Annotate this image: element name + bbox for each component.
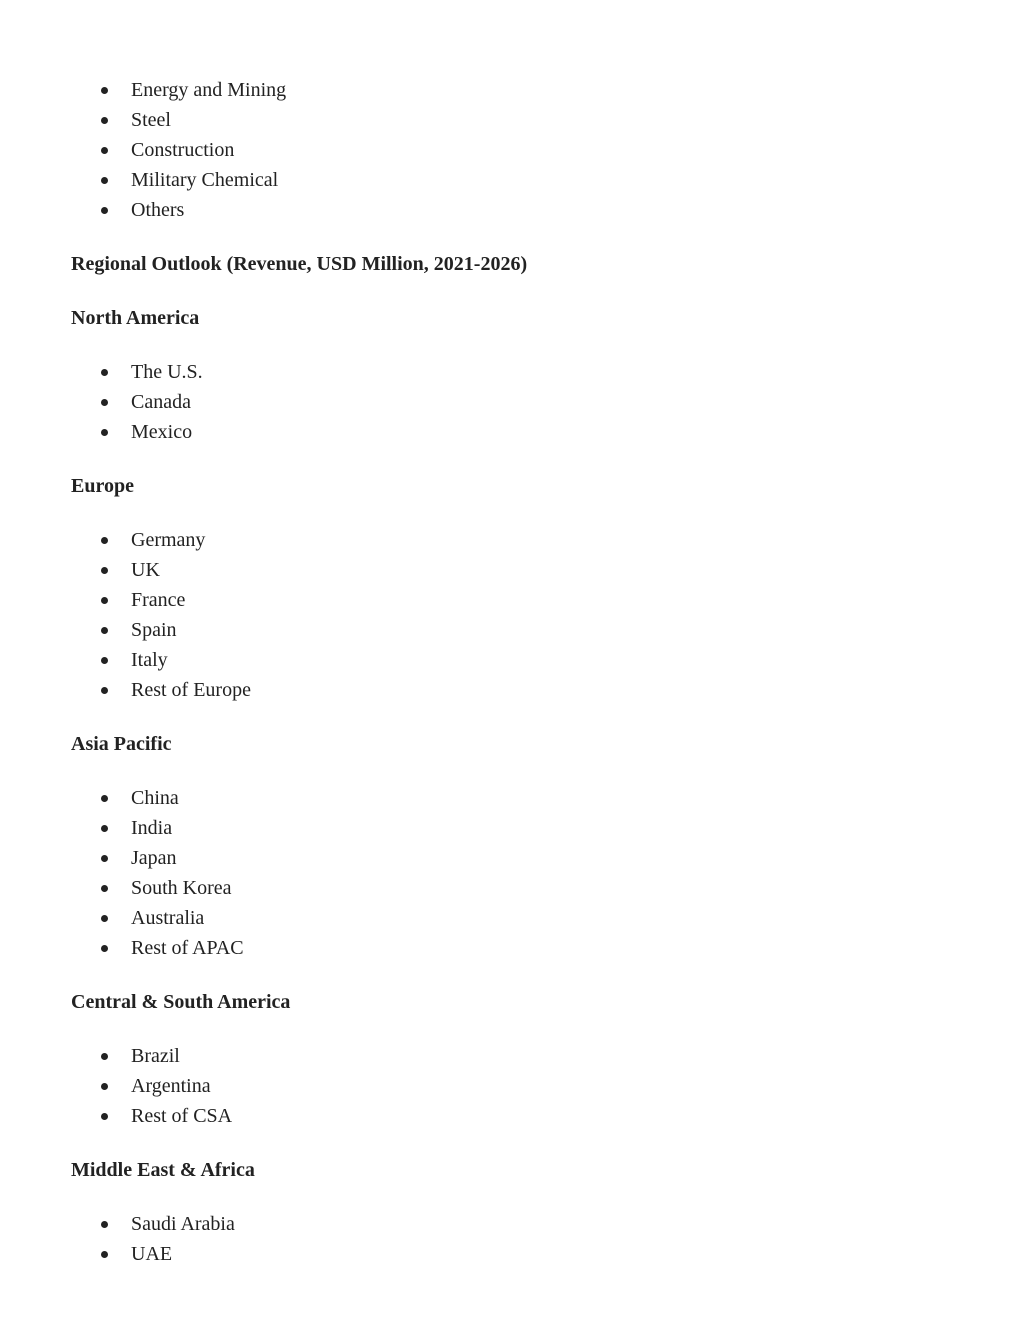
central-south-america-country-list (0, 1041, 232, 1131)
list-item: Military Chemical (0, 165, 286, 195)
north-america-country-list (0, 357, 203, 447)
list-item: Rest of APAC (0, 933, 244, 963)
bullet-icon (101, 177, 108, 184)
bullet-icon (101, 1083, 108, 1090)
list-item: Japan (0, 843, 244, 873)
bullet-icon (101, 597, 108, 604)
list-item: Rest of CSA (0, 1101, 232, 1131)
middle-east-africa-country-list (0, 1209, 235, 1269)
list-item: Rest of Europe (0, 675, 251, 705)
list-item: Argentina (0, 1071, 232, 1101)
bullet-icon (101, 855, 108, 862)
region-heading-central-south-america: Central & South America (71, 991, 291, 1013)
region-heading-asia-pacific: Asia Pacific (71, 733, 172, 755)
bullet-icon (101, 147, 108, 154)
bullet-icon (101, 567, 108, 574)
bullet-icon (101, 627, 108, 634)
list-item: China (0, 783, 244, 813)
bullet-icon (101, 207, 108, 214)
list-item: Others (0, 195, 286, 225)
list-item: South Korea (0, 873, 244, 903)
bullet-icon (101, 945, 108, 952)
list-item: Steel (0, 105, 286, 135)
bullet-icon (101, 1251, 108, 1258)
europe-country-list (0, 525, 251, 705)
list-item: Italy (0, 645, 251, 675)
list-item: UAE (0, 1239, 235, 1269)
list-item: Saudi Arabia (0, 1209, 235, 1239)
bullet-icon (101, 1053, 108, 1060)
bullet-icon (101, 1113, 108, 1120)
list-item: Germany (0, 525, 251, 555)
bullet-icon (101, 795, 108, 802)
region-heading-europe: Europe (71, 475, 134, 497)
region-heading-middle-east-africa: Middle East & Africa (71, 1159, 255, 1181)
bullet-icon (101, 885, 108, 892)
bullet-icon (101, 429, 108, 436)
list-item: The U.S. (0, 357, 203, 387)
list-item: Brazil (0, 1041, 232, 1071)
list-item: Energy and Mining (0, 75, 286, 105)
list-item: Mexico (0, 417, 203, 447)
bullet-icon (101, 537, 108, 544)
region-heading-north-america: North America (71, 307, 200, 329)
bullet-icon (101, 657, 108, 664)
bullet-icon (101, 369, 108, 376)
bullet-icon (101, 87, 108, 94)
list-item: Canada (0, 387, 203, 417)
list-item: UK (0, 555, 251, 585)
list-item: Australia (0, 903, 244, 933)
regional-outlook-heading: Regional Outlook (Revenue, USD Million, 2021-2026) (71, 253, 528, 275)
bullet-icon (101, 1221, 108, 1228)
industry-list (0, 75, 286, 225)
bullet-icon (101, 117, 108, 124)
bullet-icon (101, 687, 108, 694)
list-item: France (0, 585, 251, 615)
asia-pacific-country-list (0, 783, 244, 963)
bullet-icon (101, 825, 108, 832)
list-item: India (0, 813, 244, 843)
list-item: Spain (0, 615, 251, 645)
bullet-icon (101, 915, 108, 922)
bullet-icon (101, 399, 108, 406)
list-item: Construction (0, 135, 286, 165)
